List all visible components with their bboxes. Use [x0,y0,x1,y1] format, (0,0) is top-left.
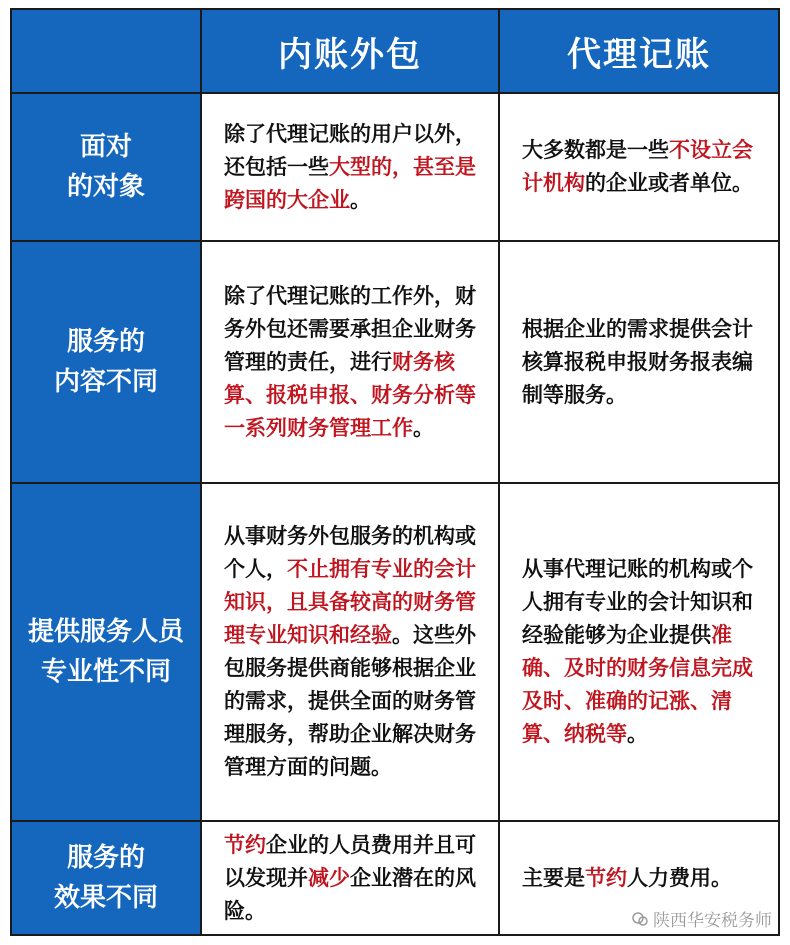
row-header-line2: 内容不同 [53,367,158,397]
cell-staff-bookkeeping [500,484,778,820]
text-segment: 从事财务外包服务的机构或个人， [224,524,476,581]
text-segment: 企业的人员费用并且可以发现并 [224,832,476,890]
row-header-staff [12,484,200,820]
row-header-line2: 效果不同 [53,883,158,913]
comparison-table [10,8,780,936]
text-segment: 。 [627,722,648,746]
cell-staff-outsourcing [202,484,498,820]
text-segment: 除了代理记账的用户以外，还包括一些 [224,121,476,179]
watermark-text: 陕西华安税务师 [653,911,772,931]
column-header-bookkeeping: 代理记账 [500,10,778,92]
highlighted-text: 财务核算、报税申报、财务分析等一系列财务管理工作 [224,349,476,440]
row-header-line2: 的对象 [66,172,145,202]
watermark-logo-icon [631,910,649,928]
row-header-line1: 服务的 [66,843,145,873]
watermark [631,906,772,931]
cell-target-outsourcing [202,94,498,240]
cell-content-outsourcing [202,242,498,482]
table-corner [12,10,200,92]
cell-effect-outsourcing [202,822,498,934]
cell-content-bookkeeping [500,242,778,482]
highlighted-text: 不止拥有专业的会计知识，且具备较高的财务管理专业知识和经验 [224,557,476,647]
highlighted-text: 节约 [224,832,266,857]
text-segment: 的企业或者单位。 [585,171,753,195]
text-segment: 。 [413,415,434,440]
row-header-line1: 服务的 [66,327,145,357]
highlighted-text: 节约 [585,865,627,890]
text-segment: 大多数都是一些 [522,138,669,162]
text-segment: 人力费用。 [627,865,732,890]
highlighted-text: 减少 [308,865,350,890]
text-segment: 除了代理记账的工作外，财务外包还需要承担企业财务管理的责任，进行 [224,283,476,374]
row-header-line2: 专业性不同 [40,657,171,687]
text-segment: 。 [350,187,371,212]
text-segment: 从事代理记账的机构或个人拥有专业的会计知识和经验能够为企业提供 [522,557,753,647]
cell-target-bookkeeping [500,94,778,240]
row-header-line1: 提供服务人员 [27,617,184,647]
column-header-outsourcing: 内账外包 [202,10,498,92]
text-segment: 企业潜在的风险。 [224,865,476,923]
row-header-content [12,242,200,482]
highlighted-text: 准确、及时的财务信息完成及时、准确的记涨、清算、纳税等 [522,623,753,746]
highlighted-text: 不设立会计机构 [522,138,753,195]
row-header-effect [12,822,200,934]
row-header-line1: 面对 [79,132,132,162]
text-segment: 根据企业的需求提供会计核算报税申报财务报表编制等服务。 [522,316,753,407]
text-segment: 。这些外包服务提供商能够根据企业的需求，提供全面的财务管理服务，帮助企业解决财务管理方面的问题。 [224,623,476,779]
row-header-target [12,94,200,240]
text-segment: 主要是 [522,865,585,890]
highlighted-text: 大型的，甚至是跨国的大企业 [224,154,476,212]
